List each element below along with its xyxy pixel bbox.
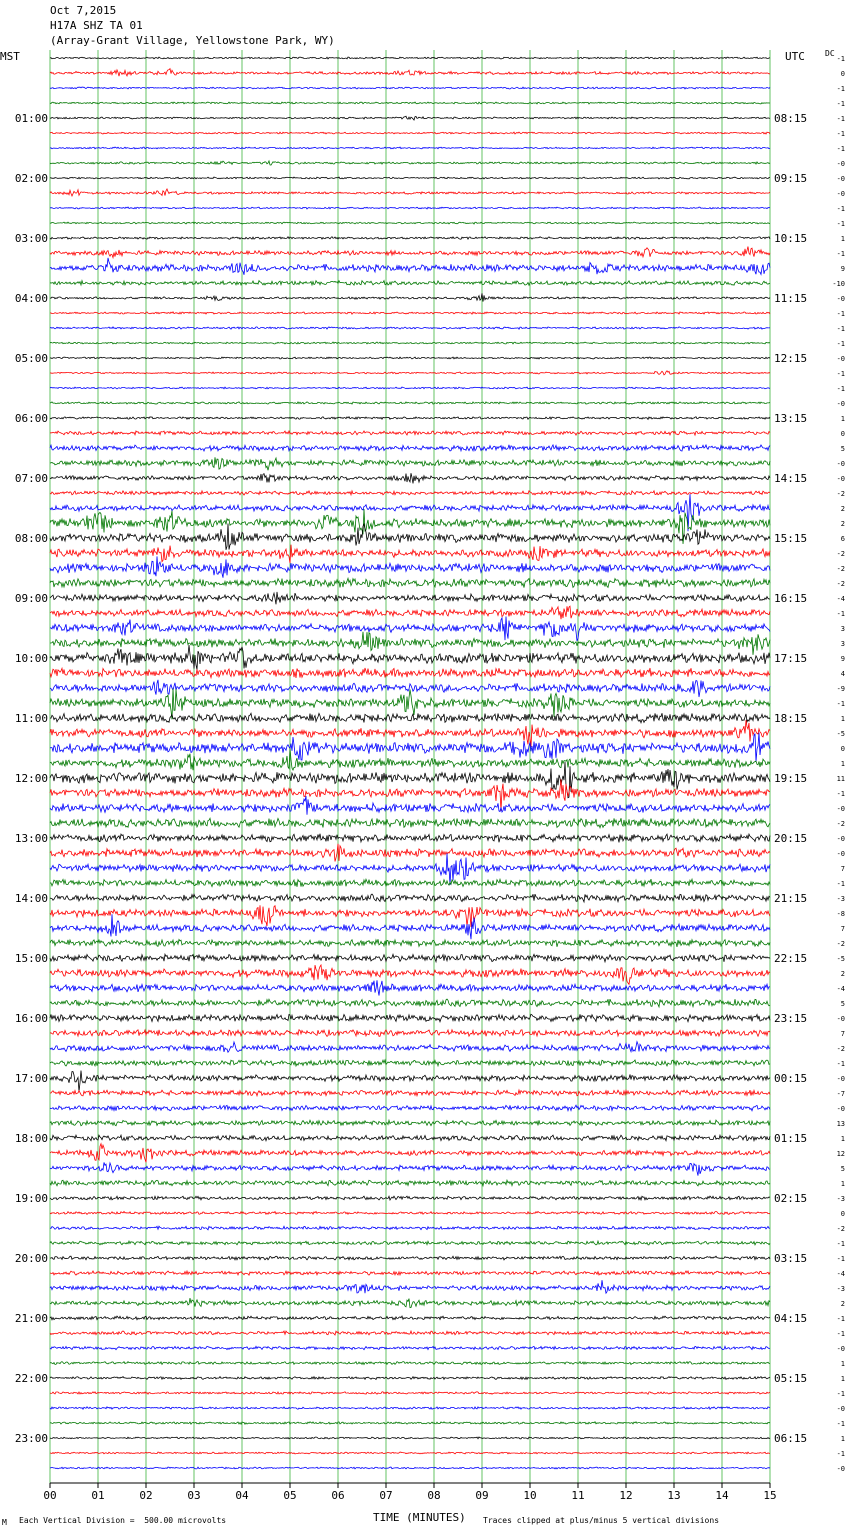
- dc-offset-45: -5: [836, 730, 845, 738]
- dc-offset-18: -1: [836, 325, 845, 333]
- trace-row-17: [50, 312, 770, 314]
- trace-row-66: [50, 1042, 770, 1053]
- dc-offset-31: 2: [840, 520, 845, 528]
- trace-row-5: [50, 132, 770, 134]
- left-hour-label-21: 21:00: [14, 1312, 48, 1325]
- trace-row-83: [50, 1298, 770, 1308]
- right-hour-label-9: 16:15: [774, 592, 808, 605]
- axis-labels: [15, 55, 845, 1502]
- location-label: (Array-Grant Village, Yellowstone Park, WY): [50, 34, 335, 47]
- right-hour-label-20: 03:15: [774, 1252, 808, 1265]
- trace-row-4: [50, 116, 770, 120]
- left-hour-label-9: 09:00: [14, 592, 48, 605]
- x-tick-label-06: 06: [331, 1489, 345, 1502]
- dc-offset-75: 1: [840, 1180, 845, 1188]
- clip-note: Traces clipped at plus/minus 5 vertical divisions: [483, 1516, 720, 1525]
- x-tick-label-12: 12: [619, 1489, 633, 1502]
- trace-row-47: [50, 748, 770, 770]
- dc-offset-32: 6: [840, 535, 845, 543]
- x-axis-title: TIME (MINUTES): [373, 1511, 466, 1524]
- dc-offset-7: -0: [836, 160, 845, 168]
- trace-row-32: [50, 524, 770, 550]
- right-hour-label-7: 14:15: [774, 472, 808, 485]
- dc-offset-33: -2: [836, 550, 845, 558]
- dc-offset-48: 11: [836, 775, 845, 783]
- left-hour-label-17: 17:00: [14, 1072, 48, 1085]
- trace-row-40: [50, 645, 770, 670]
- trace-row-8: [50, 177, 770, 179]
- trace-row-11: [50, 222, 770, 224]
- trace-row-29: [50, 491, 770, 495]
- dc-offset-38: 3: [840, 625, 845, 633]
- left-hour-label-6: 06:00: [14, 412, 48, 425]
- dc-offset-84: -1: [836, 1315, 845, 1323]
- trace-row-39: [50, 632, 770, 655]
- left-hour-label-11: 11:00: [14, 712, 48, 725]
- right-hour-label-22: 05:15: [774, 1372, 808, 1385]
- left-hour-label-16: 16:00: [14, 1012, 48, 1025]
- trace-row-14: [50, 258, 770, 275]
- right-hour-label-6: 13:15: [774, 412, 808, 425]
- dc-offset-34: -2: [836, 565, 845, 573]
- right-hour-label-10: 17:15: [774, 652, 808, 665]
- trace-row-0: [50, 57, 770, 59]
- x-tick-label-07: 07: [379, 1489, 393, 1502]
- trace-row-51: [50, 818, 770, 828]
- x-tick-label-00: 00: [43, 1489, 57, 1502]
- dc-offset-93: -1: [836, 1450, 845, 1458]
- left-hour-label-20: 20:00: [14, 1252, 48, 1265]
- dc-offset-57: -8: [836, 910, 845, 918]
- right-hour-label-18: 01:15: [774, 1132, 808, 1145]
- dc-offset-3: -1: [836, 100, 845, 108]
- trace-row-22: [50, 387, 770, 389]
- trace-row-6: [50, 147, 770, 149]
- trace-row-33: [50, 545, 770, 564]
- trace-row-42: [50, 680, 770, 697]
- right-hour-label-1: 08:15: [774, 112, 808, 125]
- trace-row-9: [50, 189, 770, 196]
- trace-row-46: [50, 733, 770, 762]
- trace-row-50: [50, 796, 770, 815]
- trace-row-36: [50, 592, 770, 604]
- right-hour-label-17: 00:15: [774, 1072, 808, 1085]
- dc-offset-1: 0: [840, 70, 845, 78]
- dc-offset-0: -1: [836, 55, 845, 63]
- dc-offset-53: -0: [836, 850, 845, 858]
- x-tick-label-09: 09: [475, 1489, 489, 1502]
- trace-row-86: [50, 1346, 770, 1349]
- station-label: H17A SHZ TA 01: [50, 19, 143, 32]
- trace-row-34: [50, 556, 770, 577]
- dc-offset-20: -0: [836, 355, 845, 363]
- dc-offset-35: -2: [836, 580, 845, 588]
- dc-offset-27: -0: [836, 460, 845, 468]
- trace-row-73: [50, 1144, 770, 1163]
- dc-offset-76: -3: [836, 1195, 845, 1203]
- left-hour-label-23: 23:00: [14, 1432, 48, 1445]
- left-hour-label-14: 14:00: [14, 892, 48, 905]
- trace-row-80: [50, 1256, 770, 1260]
- trace-row-16: [50, 293, 770, 301]
- dc-offset-83: 2: [840, 1300, 845, 1308]
- trace-row-10: [50, 207, 770, 209]
- dc-offset-5: -1: [836, 130, 845, 138]
- x-tick-label-15: 15: [763, 1489, 777, 1502]
- trace-row-88: [50, 1377, 770, 1380]
- dc-label: DC: [825, 49, 835, 58]
- dc-offset-22: -1: [836, 385, 845, 393]
- left-hour-label-2: 02:00: [14, 172, 48, 185]
- dc-offset-41: 4: [840, 670, 845, 678]
- trace-row-56: [50, 894, 770, 902]
- trace-row-23: [50, 402, 770, 404]
- trace-row-68: [50, 1071, 770, 1092]
- trace-row-64: [50, 1014, 770, 1021]
- dc-offset-15: -10: [832, 280, 845, 288]
- dc-offset-52: -0: [836, 835, 845, 843]
- left-hour-label-13: 13:00: [14, 832, 48, 845]
- left-timezone-label: MST: [0, 50, 20, 63]
- trace-row-91: [50, 1422, 770, 1425]
- dc-offset-46: 0: [840, 745, 845, 753]
- dc-offset-49: -1: [836, 790, 845, 798]
- trace-row-94: [50, 1467, 770, 1469]
- trace-row-13: [50, 247, 770, 258]
- trace-row-1: [50, 69, 770, 77]
- trace-row-71: [50, 1120, 770, 1126]
- x-tick-label-11: 11: [571, 1489, 585, 1502]
- left-hour-label-5: 05:00: [14, 352, 48, 365]
- dc-offset-17: -1: [836, 310, 845, 318]
- dc-offset-9: -0: [836, 190, 845, 198]
- x-tick-label-05: 05: [283, 1489, 297, 1502]
- dc-offset-58: 7: [840, 925, 845, 933]
- x-tick-label-01: 01: [91, 1489, 105, 1502]
- dc-offset-87: 1: [840, 1360, 845, 1368]
- trace-row-41: [50, 668, 770, 678]
- dc-offset-63: 5: [840, 1000, 845, 1008]
- dc-offset-54: 7: [840, 865, 845, 873]
- dc-offset-73: 12: [836, 1150, 845, 1158]
- corner-mark: M: [2, 1518, 7, 1527]
- trace-row-65: [50, 1030, 770, 1037]
- right-hour-label-21: 04:15: [774, 1312, 808, 1325]
- dc-offset-79: -1: [836, 1240, 845, 1248]
- dc-offset-43: -1: [836, 700, 845, 708]
- dc-offset-85: -1: [836, 1330, 845, 1338]
- dc-offset-78: -2: [836, 1225, 845, 1233]
- trace-row-49: [50, 779, 770, 810]
- trace-row-28: [50, 473, 770, 483]
- trace-row-20: [50, 357, 770, 359]
- trace-row-93: [50, 1452, 770, 1454]
- trace-row-79: [50, 1241, 770, 1245]
- trace-row-59: [50, 939, 770, 947]
- trace-row-60: [50, 954, 770, 962]
- trace-row-18: [50, 327, 770, 329]
- trace-row-75: [50, 1180, 770, 1186]
- left-hour-label-18: 18:00: [14, 1132, 48, 1145]
- trace-row-53: [50, 844, 770, 862]
- dc-offset-25: 0: [840, 430, 845, 438]
- left-hour-label-4: 04:00: [14, 292, 48, 305]
- right-timezone-label: UTC: [785, 50, 805, 63]
- dc-offset-23: -0: [836, 400, 845, 408]
- trace-row-26: [50, 445, 770, 451]
- right-hour-label-5: 12:15: [774, 352, 808, 365]
- trace-row-35: [50, 578, 770, 587]
- x-tick-label-04: 04: [235, 1489, 249, 1502]
- right-hour-label-2: 09:15: [774, 172, 808, 185]
- dc-offset-71: 13: [836, 1120, 845, 1128]
- dc-offset-91: -1: [836, 1420, 845, 1428]
- trace-row-37: [50, 606, 770, 619]
- x-tick-label-13: 13: [667, 1489, 681, 1502]
- left-hour-label-22: 22:00: [14, 1372, 48, 1385]
- dc-offset-19: -1: [836, 340, 845, 348]
- trace-row-25: [50, 431, 770, 435]
- right-hour-label-13: 20:15: [774, 832, 808, 845]
- dc-offset-21: -1: [836, 370, 845, 378]
- trace-row-2: [50, 87, 770, 89]
- dc-offset-88: 1: [840, 1375, 845, 1383]
- trace-row-92: [50, 1437, 770, 1439]
- dc-offset-14: 9: [840, 265, 845, 273]
- dc-offset-4: -1: [836, 115, 845, 123]
- trace-row-82: [50, 1280, 770, 1293]
- dc-offset-10: -1: [836, 205, 845, 213]
- dc-offset-56: -3: [836, 895, 845, 903]
- trace-row-7: [50, 161, 770, 165]
- trace-row-74: [50, 1162, 770, 1175]
- trace-row-70: [50, 1105, 770, 1111]
- dc-offset-24: 1: [840, 415, 845, 423]
- x-tick-label-10: 10: [523, 1489, 537, 1502]
- dc-offset-67: -1: [836, 1060, 845, 1068]
- trace-row-44: [50, 713, 770, 723]
- trace-row-24: [50, 417, 770, 420]
- trace-row-12: [50, 237, 770, 240]
- trace-row-57: [50, 905, 770, 927]
- right-hour-label-12: 19:15: [774, 772, 808, 785]
- dc-offset-61: 2: [840, 970, 845, 978]
- right-hour-label-8: 15:15: [774, 532, 808, 545]
- dc-offset-28: -0: [836, 475, 845, 483]
- dc-offset-44: 1: [840, 715, 845, 723]
- trace-row-87: [50, 1362, 770, 1365]
- dc-offset-59: -2: [836, 940, 845, 948]
- dc-offset-39: 3: [840, 640, 845, 648]
- trace-row-63: [50, 999, 770, 1007]
- right-hour-label-4: 11:15: [774, 292, 808, 305]
- dc-offset-47: 1: [840, 760, 845, 768]
- dc-offset-81: -4: [836, 1270, 845, 1278]
- trace-row-62: [50, 980, 770, 995]
- dc-offset-12: 1: [840, 235, 845, 243]
- dc-offset-90: -0: [836, 1405, 845, 1413]
- dc-offset-6: -1: [836, 145, 845, 153]
- trace-row-55: [50, 879, 770, 887]
- dc-offset-42: -9: [836, 685, 845, 693]
- trace-row-27: [50, 457, 770, 470]
- right-hour-label-15: 22:15: [774, 952, 808, 965]
- dc-offset-65: 7: [840, 1030, 845, 1038]
- left-hour-label-3: 03:00: [14, 232, 48, 245]
- right-hour-label-3: 10:15: [774, 232, 808, 245]
- dc-offset-69: -7: [836, 1090, 845, 1098]
- trace-row-19: [50, 342, 770, 344]
- dc-offset-50: -0: [836, 805, 845, 813]
- trace-row-21: [50, 371, 770, 375]
- dc-offset-13: -1: [836, 250, 845, 258]
- trace-row-3: [50, 102, 770, 104]
- x-tick-label-02: 02: [139, 1489, 153, 1502]
- dc-offset-66: -2: [836, 1045, 845, 1053]
- right-hour-label-14: 21:15: [774, 892, 808, 905]
- dc-offset-74: 5: [840, 1165, 845, 1173]
- trace-row-69: [50, 1090, 770, 1096]
- dc-offset-55: -1: [836, 880, 845, 888]
- dc-offset-51: -2: [836, 820, 845, 828]
- dc-offset-40: 9: [840, 655, 845, 663]
- dc-offset-94: -0: [836, 1465, 845, 1473]
- x-tick-label-14: 14: [715, 1489, 729, 1502]
- left-hour-label-7: 07:00: [14, 472, 48, 485]
- dc-offset-70: -0: [836, 1105, 845, 1113]
- dc-offset-72: 1: [840, 1135, 845, 1143]
- trace-row-81: [50, 1271, 770, 1275]
- dc-offset-11: -1: [836, 220, 845, 228]
- trace-row-58: [50, 914, 770, 939]
- trace-row-67: [50, 1060, 770, 1066]
- dc-offset-8: -0: [836, 175, 845, 183]
- dc-offset-2: -1: [836, 85, 845, 93]
- x-tick-label-08: 08: [427, 1489, 441, 1502]
- dc-offset-82: -3: [836, 1285, 845, 1293]
- seismic-traces: [50, 57, 770, 1469]
- dc-offset-86: -0: [836, 1345, 845, 1353]
- dc-offset-29: -2: [836, 490, 845, 498]
- trace-row-77: [50, 1211, 770, 1214]
- trace-row-45: [50, 720, 770, 747]
- dc-offset-80: -1: [836, 1255, 845, 1263]
- dc-offset-62: -4: [836, 985, 845, 993]
- right-hour-label-16: 23:15: [774, 1012, 808, 1025]
- trace-row-85: [50, 1331, 770, 1335]
- dc-offset-92: 1: [840, 1435, 845, 1443]
- dc-offset-89: -1: [836, 1390, 845, 1398]
- left-hour-label-19: 19:00: [14, 1192, 48, 1205]
- dc-offset-77: 0: [840, 1210, 845, 1218]
- scale-note: Each Vertical Division = 500.00 microvolts: [19, 1516, 227, 1525]
- trace-row-89: [50, 1392, 770, 1394]
- trace-row-54: [50, 853, 770, 884]
- left-hour-label-12: 12:00: [14, 772, 48, 785]
- dc-offset-26: 5: [840, 445, 845, 453]
- left-hour-label-1: 01:00: [14, 112, 48, 125]
- trace-row-52: [50, 834, 770, 843]
- dc-offset-16: -0: [836, 295, 845, 303]
- trace-row-90: [50, 1407, 770, 1410]
- right-hour-label-23: 06:15: [774, 1432, 808, 1445]
- trace-row-84: [50, 1316, 770, 1320]
- dc-offset-60: -5: [836, 955, 845, 963]
- trace-row-76: [50, 1196, 770, 1200]
- left-hour-label-10: 10:00: [14, 652, 48, 665]
- left-hour-label-15: 15:00: [14, 952, 48, 965]
- dc-offset-64: -0: [836, 1015, 845, 1023]
- dc-offset-36: -4: [836, 595, 845, 603]
- trace-row-72: [50, 1135, 770, 1141]
- right-hour-label-11: 18:15: [774, 712, 808, 725]
- trace-row-38: [50, 617, 770, 641]
- dc-offset-37: -1: [836, 610, 845, 618]
- dc-offset-30: 2: [840, 505, 845, 513]
- trace-row-78: [50, 1226, 770, 1230]
- trace-row-61: [50, 965, 770, 984]
- left-hour-label-8: 08:00: [14, 532, 48, 545]
- dc-offset-68: -0: [836, 1075, 845, 1083]
- x-tick-label-03: 03: [187, 1489, 201, 1502]
- date-label: Oct 7,2015: [50, 4, 117, 17]
- trace-row-15: [50, 281, 770, 286]
- right-hour-label-19: 02:15: [774, 1192, 808, 1205]
